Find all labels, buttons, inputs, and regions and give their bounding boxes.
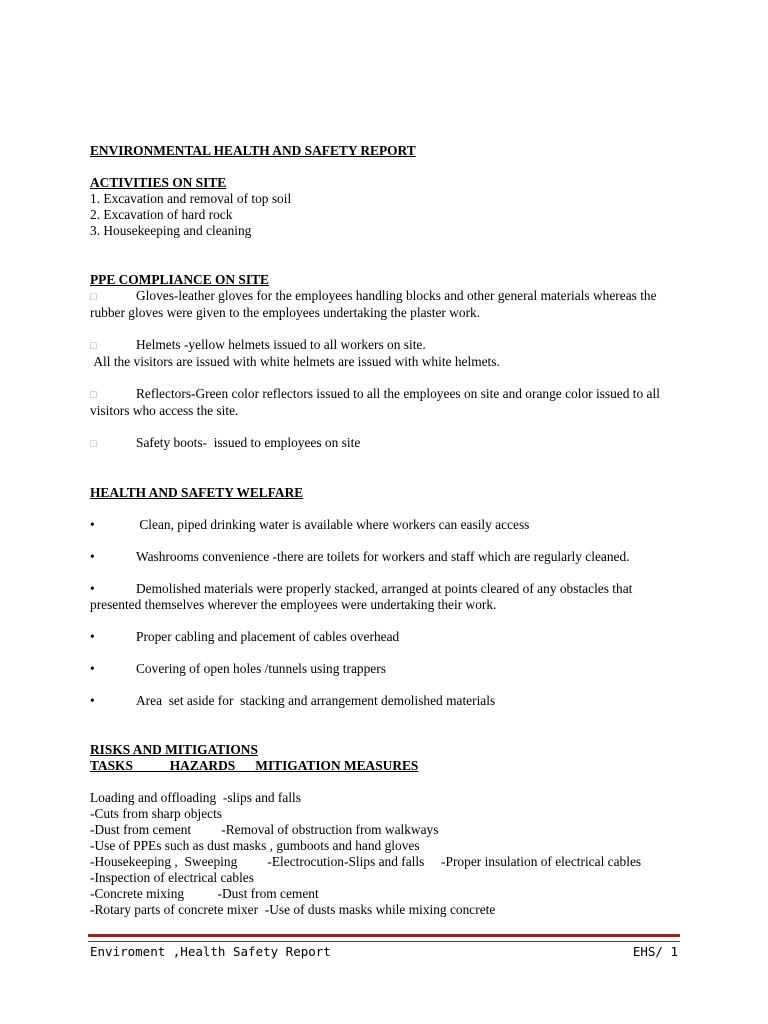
risk-line: -Housekeeping , Sweeping -Electrocution-Slips and falls -Proper insulation of electrical cables — [90, 854, 642, 869]
welfare-item: • Proper cabling and placement of cables overhead — [90, 629, 400, 644]
ppe-item-safety-boots: □ Safety boots- issued to employees on site — [90, 435, 361, 450]
bullet-icon: • — [90, 693, 95, 708]
footer-title: Enviroment ,Health Safety Report — [90, 944, 331, 959]
bullet-icon: • — [90, 629, 95, 644]
risk-line: -Concrete mixing -Dust from cement — [90, 886, 319, 901]
risk-line: -Use of PPEs such as dust masks , gumboots and hand gloves — [90, 838, 420, 853]
report-body — [90, 143, 680, 918]
ppe-heading: PPE COMPLIANCE ON SITE — [90, 272, 269, 287]
ppe-item-gloves: □ Gloves-leather gloves for the employees handling blocks and other general materials whereas the rubber gloves were given to the employees undertaking the plaster work. — [90, 288, 657, 320]
checkbox-icon: □ — [90, 340, 97, 352]
risks-columns-header: TASKS HAZARDS MITIGATION MEASURES — [90, 758, 419, 773]
bullet-icon: • — [90, 517, 95, 532]
activities-heading: ACTIVITIES ON SITE — [90, 175, 227, 190]
welfare-item: • Clean, piped drinking water is available where workers can easily access — [90, 517, 530, 532]
welfare-item: • Washrooms convenience -there are toilets for workers and staff which are regularly cleaned. — [90, 549, 630, 564]
activity-item: 1. Excavation and removal of top soil — [90, 191, 292, 206]
risks-heading: RISKS AND MITIGATIONS — [90, 742, 258, 757]
report-title: ENVIRONMENTAL HEALTH AND SAFETY REPORT — [90, 143, 416, 158]
activity-item: 2. Excavation of hard rock — [90, 207, 233, 222]
ppe-item-reflectors: □ Reflectors-Green color reflectors issued to all the employees on site and orange color issued to all visitors who access the site. — [90, 386, 660, 418]
bullet-icon: • — [90, 581, 95, 596]
bullet-icon: • — [90, 549, 95, 564]
welfare-item: • Area set aside for stacking and arrangement demolished materials — [90, 693, 496, 708]
welfare-heading: HEALTH AND SAFETY WELFARE — [90, 485, 304, 500]
risk-line: -Dust from cement -Removal of obstruction from walkways — [90, 822, 439, 837]
risk-line: Loading and offloading -slips and falls — [90, 790, 301, 805]
welfare-item: • Covering of open holes /tunnels using trappers — [90, 661, 386, 676]
ppe-item-helmets: □ Helmets -yellow helmets issued to all workers on site. All the visitors are issued with white helmets are issued with white helmets. — [90, 337, 500, 369]
checkbox-icon: □ — [90, 389, 97, 401]
activity-item: 3. Housekeeping and cleaning — [90, 223, 252, 238]
checkbox-icon: □ — [90, 438, 97, 450]
risk-line: -Inspection of electrical cables — [90, 870, 254, 885]
risk-line: -Rotary parts of concrete mixer -Use of dusts masks while mixing concrete — [90, 902, 496, 917]
page-number: EHS/ 1 — [632, 944, 678, 959]
checkbox-icon: □ — [90, 291, 97, 303]
risk-line: -Cuts from sharp objects — [90, 806, 223, 821]
footer-rule — [88, 934, 680, 942]
bullet-icon: • — [90, 661, 95, 676]
welfare-item: • Demolished materials were properly stacked, arranged at points cleared of any obstacles that presented themselves wherever the employees were undertaking their work. — [90, 581, 633, 612]
